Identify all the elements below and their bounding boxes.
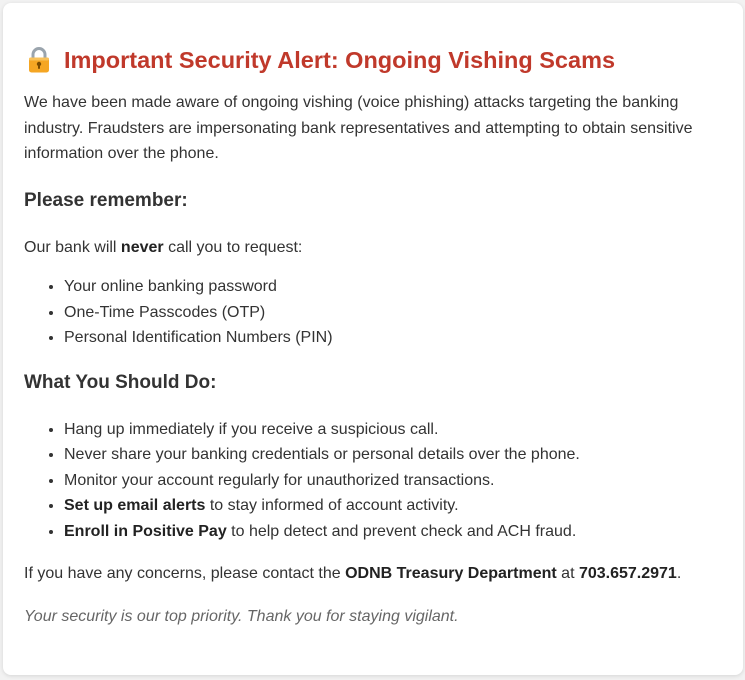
alert-title — [24, 45, 721, 75]
never-prefix: Our bank will — [24, 238, 121, 256]
list-item — [64, 468, 721, 494]
phone-number: 703.657.2971 — [578, 565, 677, 582]
action-text: Never share your banking credentials or personal details over the phone. — [64, 446, 580, 463]
action-text: to help detect and prevent check and ACH fraud. — [226, 522, 577, 540]
action-emphasis: Enroll in Positive Pay — [64, 522, 227, 540]
contact-prefix: If you have any concerns, please contact the — [24, 565, 346, 582]
never-request-line — [24, 235, 721, 261]
security-alert-card — [3, 3, 743, 675]
lock-icon — [24, 45, 52, 75]
list-item — [64, 417, 721, 443]
action-emphasis: Set up email alerts — [64, 497, 206, 514]
intro-paragraph: We have been made aware of ongoing vishing (voice phishing) attacks targeting the banking industry. Fraudsters are impersonating bank representatives and attempting to obtain sensitive information over the phone. — [24, 94, 693, 162]
list-item — [64, 519, 721, 545]
action-text: Monitor your account regularly for unauthorized transactions. — [64, 471, 495, 489]
never-emphasis: never — [120, 238, 164, 256]
contact-suffix: . — [676, 565, 682, 582]
actions-list — [24, 417, 721, 545]
list-item: • One-Time Passcodes (OTP) — [64, 300, 721, 326]
alert-title-text: Important Security Alert: Ongoing Vishing Scams — [64, 47, 616, 73]
actions-heading: What You Should Do: — [24, 371, 217, 393]
list-item: • Personal Identification Numbers (PIN) — [64, 325, 721, 351]
list-item: • Your online banking password — [64, 274, 721, 300]
contact-line — [24, 561, 721, 587]
remember-heading: Please remember: — [24, 189, 188, 211]
action-text: Hang up immediately if you receive a suspicious call. — [64, 420, 439, 438]
department-name: ODNB Treasury Department — [345, 565, 557, 582]
contact-middle: at — [556, 565, 579, 582]
closing-line: Your security is our top priority. Thank you for staying vigilant. — [24, 607, 459, 625]
action-text: to stay informed of account activity. — [205, 497, 459, 514]
list-item — [64, 442, 721, 468]
never-suffix: call you to request: — [163, 238, 303, 256]
remember-list — [24, 274, 721, 351]
list-item — [64, 493, 721, 519]
